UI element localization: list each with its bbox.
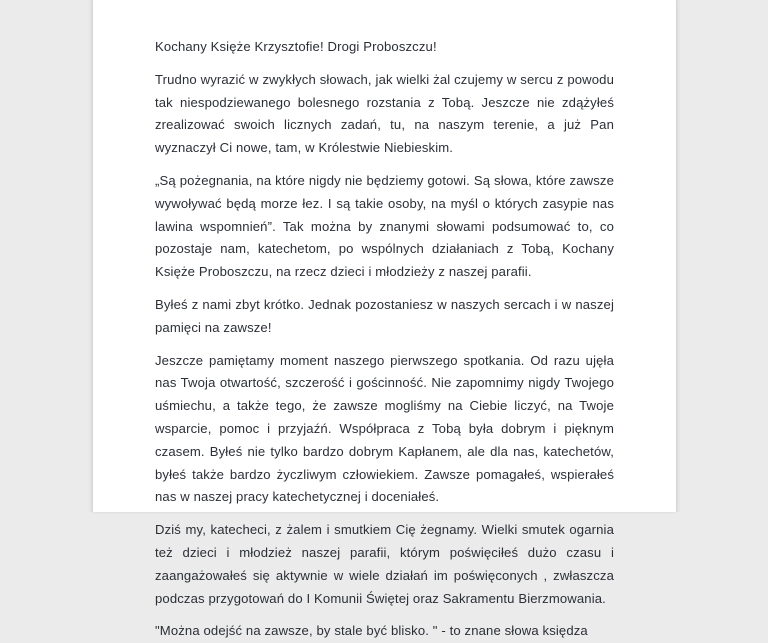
paragraph-4: Jeszcze pamiętamy moment naszego pierwszego spotkania. Od razu ujęła nas Twoja otwartość, szczerość i gościnność. Nie zapomnimy nigdy Twojego uśmiechu, a także tego, że zawsze mogliśmy na Ciebie liczyć, na Twoje wsparcie, pomoc i przyjaźń. Współpraca z Tobą była dobrym i pięknym czasem. Byłeś nie tylko bardzo dobrym Kapłanem, ale dla nas, katechetów, byłeś także bardzo życzliwym człowiekiem. Zawsze pomagałeś, wspierałeś nas w naszej pracy katechetycznej i doceniałeś.: [155, 352, 614, 505]
paragraph-1: Trudno wyrazić w zwykłych słowach, jak wielki żal czujemy w sercu z powodu tak niespodziewanego bolesnego rozstania z Tobą. Jeszcze nie zdążyłeś zrealizować swoich licznych zadań, tu, na naszym terenie, a już Pan wyznaczył Ci nowe, tam, w Królestwie Niebieskim.: [155, 71, 614, 156]
paragraph-3: Byłeś z nami zbyt krótko. Jednak pozostaniesz w naszych sercach i w naszej pamięci na zawsze!: [155, 296, 614, 335]
paragraph-5: Dziś my, katecheci, z żalem i smutkiem Cię żegnamy. Wielki smutek ogarnia też dzieci i młodzież naszej parafii, którym poświęciłeś dużo czasu i zaangażowałeś się aktywnie w wiele działań im poświęconych , zwłaszcza podczas przygotowań do I Komunii Świętej oraz Sakramentu Bierzmowania.: [155, 522, 614, 606]
document-text-body: [155, 36, 614, 643]
paragraph-salutation: Kochany Księże Krzysztofie! Drogi Proboszczu!: [155, 39, 437, 54]
document-page: [93, 0, 676, 639]
paragraph-6-clipped: "Można odejść na zawsze, by stale być blisko. " - to znane słowa księdza: [155, 623, 588, 639]
paragraph-2: „Są pożegnania, na które nigdy nie będziemy gotowi. Są słowa, które zawsze wywoływać będą morze łez. I są takie osoby, na myśl o których zasypie nas lawina wspomnień”. Tak można by znanymi słowami podsumować to, co pozostaje nam, katechetom, po wspólnych działaniach z Tobą, Kochany Księże Proboszczu, na rzecz dzieci i młodzieży z naszej parafii.: [155, 172, 614, 280]
